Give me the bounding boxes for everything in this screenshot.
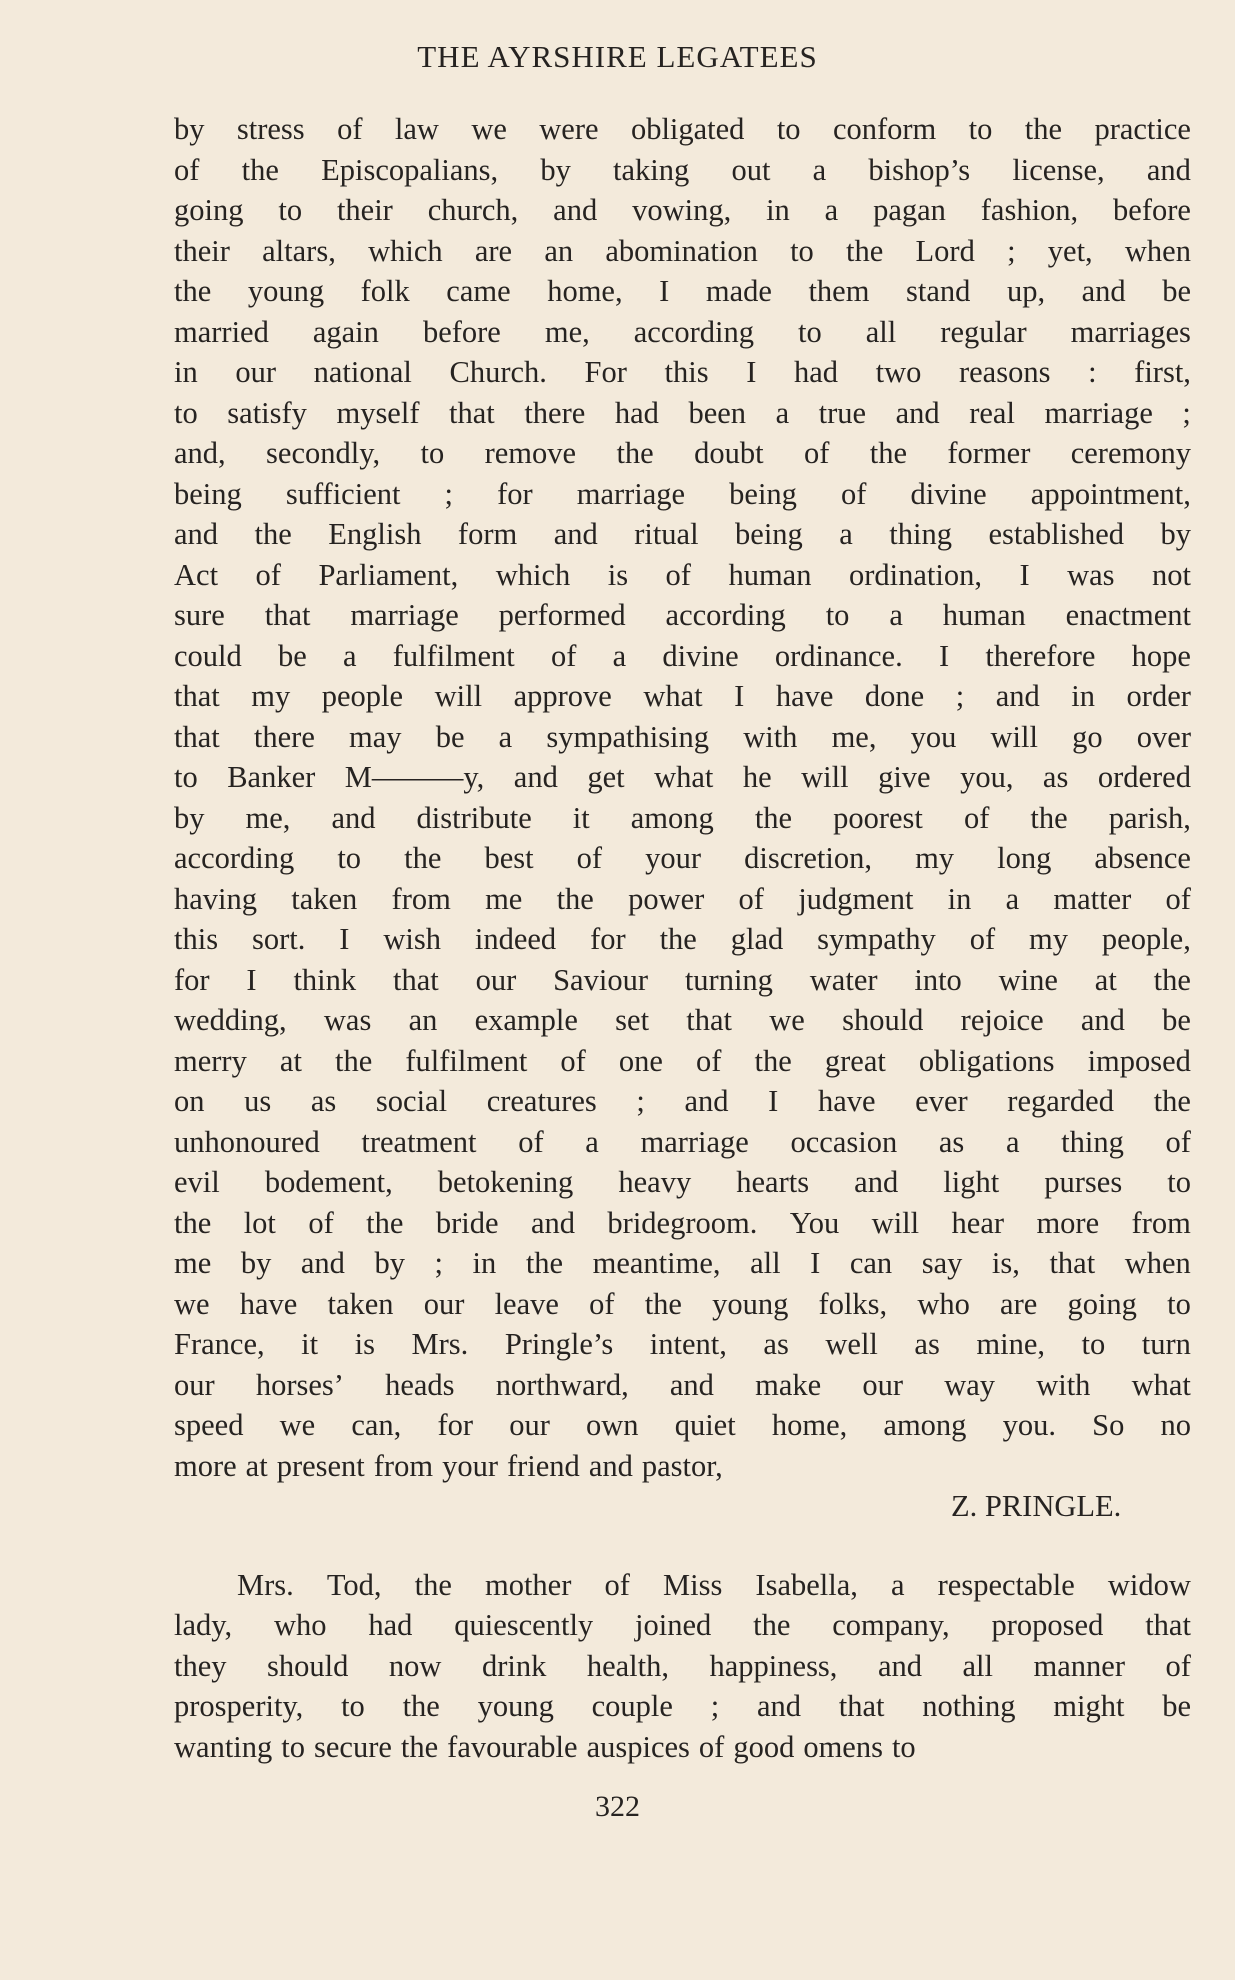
text-line: their altars, which are an abomination to the Lord ; yet, when xyxy=(174,233,1191,268)
text-line: prosperity, to the young couple ; and that nothing might be xyxy=(174,1689,1191,1723)
text-line: and the English form and ritual being a thing established by xyxy=(174,517,1191,551)
text-line: we have taken our leave of the young folks, who are going to xyxy=(174,1286,1191,1321)
page-number: 322 xyxy=(595,1790,640,1823)
text-line: to Banker M———y, and get what he will give you, as ordered xyxy=(174,760,1191,794)
text-line: going to their church, and vowing, in a pagan fashion, before xyxy=(174,193,1191,227)
text-line: France, it is Mrs. Pringle’s intent, as well as mine, to turn xyxy=(174,1327,1191,1361)
text-line: to satisfy myself that there had been a true and real marriage ; xyxy=(174,395,1191,430)
text-line: more at present from your friend and pastor, xyxy=(174,1448,723,1483)
narrative-paragraph xyxy=(174,1565,1191,1768)
text-line: being sufficient ; for marriage being of divine appointment, xyxy=(174,476,1191,511)
text-line: having taken from me the power of judgment in a matter of xyxy=(174,881,1191,916)
text-line: lady, who had quiescently joined the company, proposed that xyxy=(174,1608,1191,1642)
text-line: by stress of law we were obligated to conform to the practice xyxy=(174,112,1191,146)
text-line: of the Episcopalians, by taking out a bishop’s license, and xyxy=(174,152,1191,187)
text-line: on us as social creatures ; and I have ever regarded the xyxy=(174,1084,1191,1118)
text-line: our horses’ heads northward, and make our way with what xyxy=(174,1367,1191,1402)
text-line: that there may be a sympathising with me, you will go over xyxy=(174,719,1191,754)
text-line: according to the best of your discretion, my long absence xyxy=(174,841,1191,875)
text-line: unhonoured treatment of a marriage occasion as a thing of xyxy=(174,1124,1191,1159)
text-line: could be a fulfilment of a divine ordinance. I therefore hope xyxy=(174,638,1191,673)
text-line: sure that marriage performed according to a human enactment xyxy=(174,598,1191,632)
text-line: this sort. I wish indeed for the glad sympathy of my people, xyxy=(174,922,1191,956)
text-line: speed we can, for our own quiet home, among you. So no xyxy=(174,1408,1191,1442)
text-line: for I think that our Saviour turning water into wine at the xyxy=(174,962,1191,997)
text-line: married again before me, according to all regular marriages xyxy=(174,314,1191,349)
text-line: evil bodement, betokening heavy hearts and light purses to xyxy=(174,1165,1191,1199)
text-line: Act of Parliament, which is of human ordination, I was not xyxy=(174,557,1191,592)
text-line: me by and by ; in the meantime, all I can say is, that when xyxy=(174,1246,1191,1280)
text-line: wedding, was an example set that we should rejoice and be xyxy=(174,1003,1191,1037)
running-title: THE AYRSHIRE LEGATEES xyxy=(417,39,818,74)
text-line: that my people will approve what I have done ; and in order xyxy=(174,679,1191,713)
text-line: the lot of the bride and bridegroom. You will hear more from xyxy=(174,1205,1191,1240)
text-line: they should now drink health, happiness, and all manner of xyxy=(174,1648,1191,1683)
text-line: wanting to secure the favourable auspices of good omens to xyxy=(174,1729,916,1764)
text-line: Mrs. Tod, the mother of Miss Isabella, a respectable widow xyxy=(237,1567,1191,1602)
signature: Z. PRINGLE. xyxy=(951,1489,1122,1523)
text-line: in our national Church. For this I had two reasons : first, xyxy=(174,355,1191,389)
text-line: the young folk came home, I made them stand up, and be xyxy=(174,274,1191,308)
text-line: by me, and distribute it among the poorest of the parish, xyxy=(174,800,1191,835)
letter-paragraph xyxy=(174,109,1191,1486)
text-line: merry at the fulfilment of one of the great obligations imposed xyxy=(174,1043,1191,1078)
paragraph-gap xyxy=(174,1527,1191,1565)
text-line: and, secondly, to remove the doubt of the former ceremony xyxy=(174,436,1191,470)
body-text xyxy=(174,109,1191,1767)
